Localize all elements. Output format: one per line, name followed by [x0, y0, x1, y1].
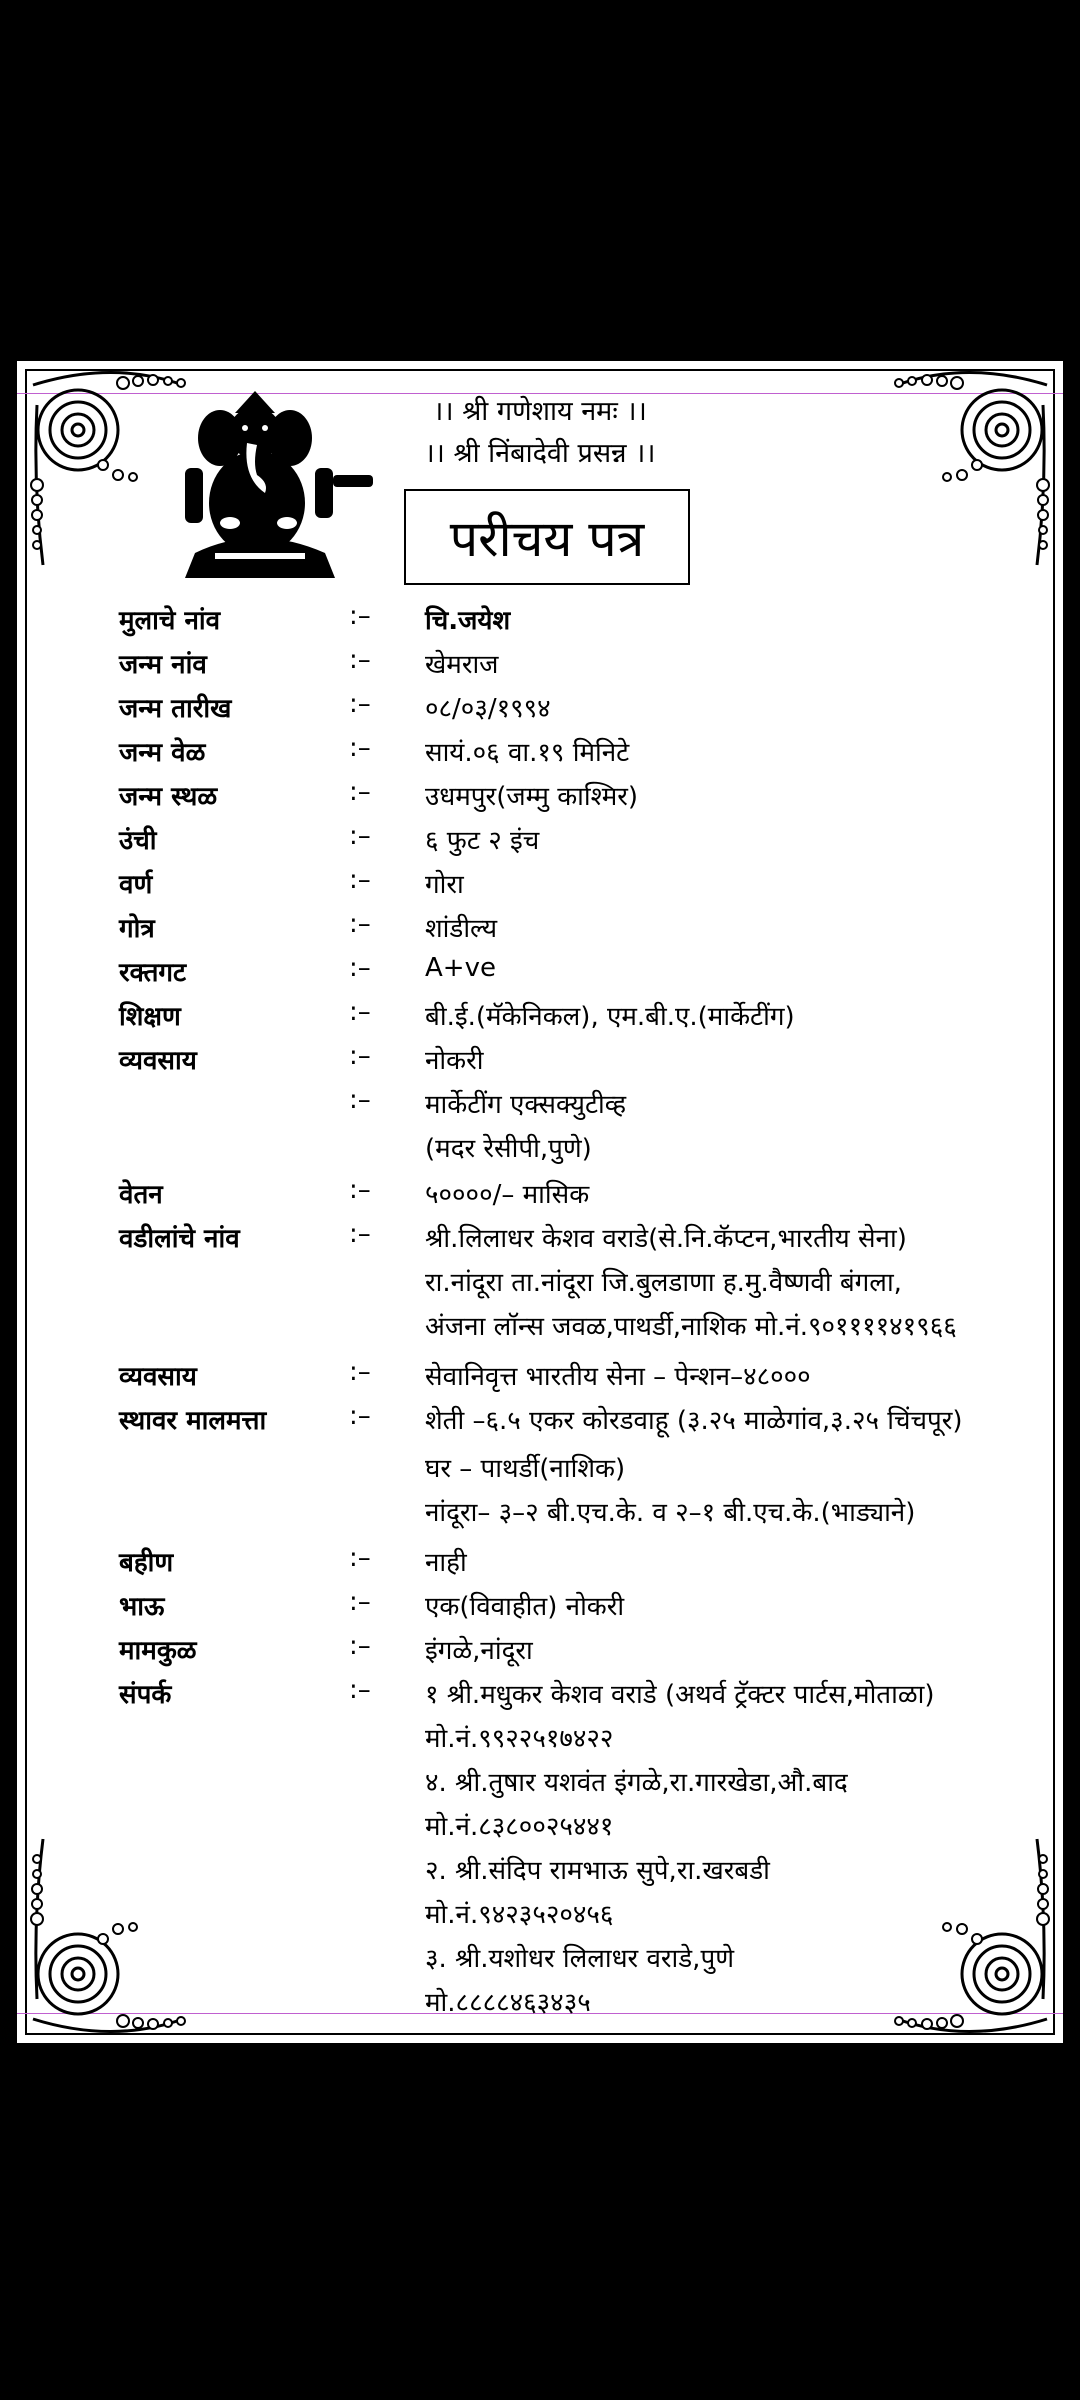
detail-value: ५००००/– मासिक	[425, 1180, 590, 1210]
detail-value: मो.नं.९९२२५१७४२२	[425, 1724, 614, 1754]
detail-separator: :–	[349, 865, 371, 895]
detail-label: वर्ण	[119, 870, 153, 900]
detail-label: संपर्क	[119, 1680, 172, 1710]
detail-value: ३. श्री.यशोधर लिलाधर वराडे,पुणे	[425, 1944, 735, 1974]
detail-row	[17, 997, 1063, 1041]
detail-row	[17, 1401, 1063, 1445]
detail-row	[17, 1939, 1063, 1983]
detail-row	[17, 865, 1063, 909]
detail-row	[17, 777, 1063, 821]
detail-row	[17, 645, 1063, 689]
detail-label: जन्म स्थळ	[119, 782, 218, 812]
detail-label: रक्तगट	[119, 958, 187, 988]
detail-label: बहीण	[119, 1548, 174, 1578]
detail-label: जन्म वेळ	[119, 738, 206, 768]
detail-separator: :–	[349, 733, 371, 763]
detail-label: मुलाचे नांव	[119, 606, 221, 636]
detail-value: रा.नांदूरा ता.नांदूरा जि.बुलडाणा ह.मु.वैष्णवी बंगला,	[425, 1268, 902, 1298]
detail-separator: :–	[349, 1401, 371, 1431]
detail-row	[17, 1763, 1063, 1807]
detail-row	[17, 1263, 1063, 1307]
detail-value: मो.नं.८३८००२५४४१	[425, 1812, 614, 1842]
detail-value: खेमराज	[425, 650, 499, 680]
detail-separator: :–	[349, 997, 371, 1027]
detail-value: १ श्री.मधुकर केशव वराडे (अथर्व ट्रॅक्टर पार्टस,मोताळा)	[425, 1680, 935, 1710]
detail-row	[17, 601, 1063, 645]
detail-value: सेवानिवृत्त भारतीय सेना – पेन्शन–४८०००	[425, 1362, 811, 1392]
detail-value: बी.ई.(मॅकेनिकल), एम.बी.ए.(मार्केटींग)	[425, 1002, 795, 1032]
detail-separator: :–	[349, 1219, 371, 1249]
detail-label: मामकुळ	[119, 1636, 197, 1666]
detail-separator: :–	[349, 1041, 371, 1071]
invocation-line-1: ।। श्री गणेशाय नमः ।।	[433, 396, 647, 427]
detail-value: एक(विवाहीत) नोकरी	[425, 1592, 625, 1622]
detail-label: वेतन	[119, 1180, 163, 1210]
detail-separator: :–	[349, 821, 371, 851]
detail-value: A+ve	[425, 953, 496, 983]
detail-value: चि.जयेश	[425, 606, 511, 636]
detail-label: वडीलांचे नांव	[119, 1224, 240, 1254]
detail-row	[17, 1675, 1063, 1719]
detail-separator: :–	[349, 953, 371, 983]
detail-row	[17, 1175, 1063, 1219]
detail-value: नाही	[425, 1548, 467, 1578]
detail-row	[17, 953, 1063, 997]
detail-row	[17, 1807, 1063, 1851]
detail-value: मार्केटींग एक्सक्युटीव्ह	[425, 1090, 627, 1120]
detail-label: उंची	[119, 826, 157, 856]
detail-value: शेती –६.५ एकर कोरडवाहू (३.२५ माळेगांव,३.२५ चिंचपूर)	[425, 1406, 963, 1436]
detail-label: व्यवसाय	[119, 1362, 197, 1392]
detail-row	[17, 1449, 1063, 1493]
detail-separator: :–	[349, 601, 371, 631]
detail-value: सायं.०६ वा.१९ मिनिटे	[425, 738, 630, 768]
detail-separator: :–	[349, 909, 371, 939]
detail-value: (मदर रेसीपी,पुणे)	[425, 1134, 592, 1164]
detail-separator: :–	[349, 1631, 371, 1661]
detail-row	[17, 1041, 1063, 1085]
page-title: परीचय पत्र	[404, 489, 690, 585]
detail-row	[17, 1085, 1063, 1129]
detail-value: श्री.लिलाधर केशव वराडे(से.नि.कॅप्टन,भारतीय सेना)	[425, 1224, 907, 1254]
detail-value: नांदूरा– ३–२ बी.एच.के. व २–१ बी.एच.के.(भाड्याने)	[425, 1498, 916, 1528]
detail-separator: :–	[349, 1587, 371, 1617]
detail-row	[17, 1543, 1063, 1587]
detail-row	[17, 1493, 1063, 1537]
detail-value: २. श्री.संदिप रामभाऊ सुपे,रा.खरबडी	[425, 1856, 770, 1886]
detail-value: शांडील्य	[425, 914, 498, 944]
detail-row	[17, 1851, 1063, 1895]
invocation-line-2: ।। श्री निंबादेवी प्रसन्न ।।	[424, 438, 656, 469]
detail-value: नोकरी	[425, 1046, 484, 1076]
detail-row	[17, 1219, 1063, 1263]
detail-row	[17, 1307, 1063, 1351]
detail-separator: :–	[349, 1357, 371, 1387]
detail-label: व्यवसाय	[119, 1046, 197, 1076]
detail-label: जन्म नांव	[119, 650, 207, 680]
biodata-card	[14, 358, 1066, 2046]
detail-value: अंजना लॉन्स जवळ,पाथर्डी,नाशिक मो.नं.९०११११४१९६६	[425, 1312, 957, 1342]
detail-value: ०८/०३/१९९४	[425, 694, 551, 724]
detail-separator: :–	[349, 777, 371, 807]
detail-row	[17, 821, 1063, 865]
detail-separator: :–	[349, 1085, 371, 1115]
detail-value: ४. श्री.तुषार यशवंत इंगळे,रा.गारखेडा,औ.बाद	[425, 1768, 848, 1798]
detail-value: मो.८८८८४६३४३५	[425, 1988, 591, 2018]
detail-row	[17, 1895, 1063, 1939]
detail-row	[17, 689, 1063, 733]
detail-separator: :–	[349, 1543, 371, 1573]
detail-value: उधमपुर(जम्मु काश्मिर)	[425, 782, 639, 812]
detail-row	[17, 1129, 1063, 1173]
detail-value: इंगळे,नांदूरा	[425, 1636, 533, 1666]
detail-row	[17, 1631, 1063, 1675]
detail-row	[17, 1587, 1063, 1631]
detail-value: मो.नं.९४२३५२०४५६	[425, 1900, 614, 1930]
detail-separator: :–	[349, 689, 371, 719]
detail-row	[17, 909, 1063, 953]
detail-label: शिक्षण	[119, 1002, 181, 1032]
detail-separator: :–	[349, 1675, 371, 1705]
detail-row	[17, 1983, 1063, 2027]
detail-value: गोरा	[425, 870, 464, 900]
detail-label: जन्म तारीख	[119, 694, 232, 724]
detail-label: भाऊ	[119, 1592, 165, 1622]
detail-separator: :–	[349, 645, 371, 675]
detail-label: स्थावर मालमत्ता	[119, 1406, 267, 1436]
detail-separator: :–	[349, 1175, 371, 1205]
detail-value: घर – पाथर्डी(नाशिक)	[425, 1454, 626, 1484]
detail-row	[17, 1357, 1063, 1401]
detail-row	[17, 1719, 1063, 1763]
detail-row	[17, 733, 1063, 777]
detail-label: गोत्र	[119, 914, 155, 944]
detail-value: ६ फुट २ इंच	[425, 826, 540, 856]
